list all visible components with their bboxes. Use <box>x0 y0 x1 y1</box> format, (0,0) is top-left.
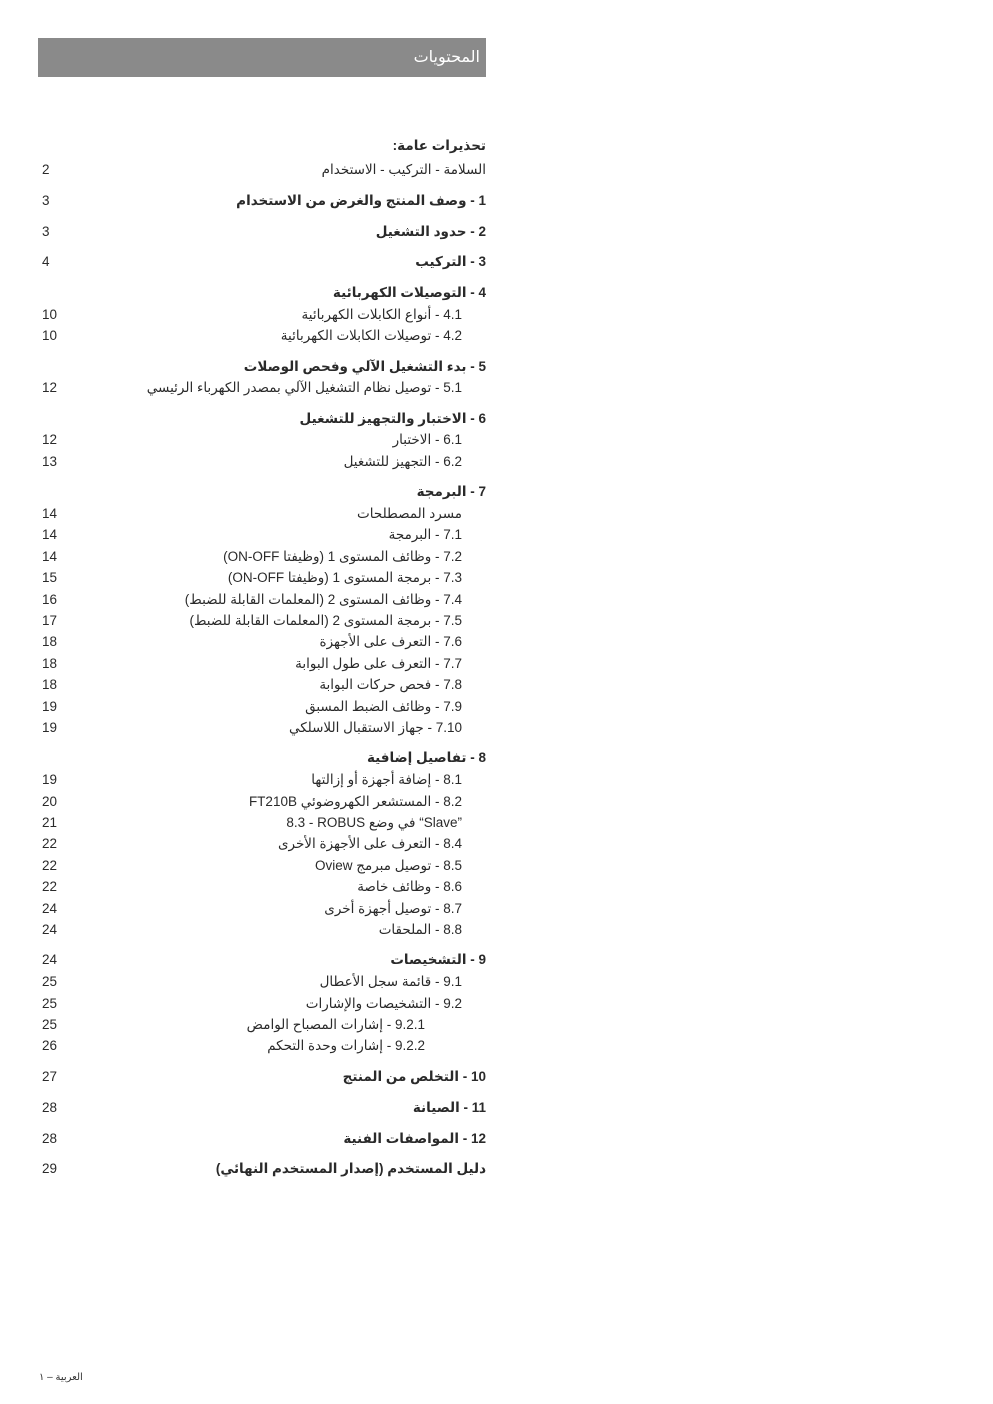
toc-entry-page-number: 28 <box>42 1131 58 1146</box>
toc-entry <box>0 1015 993 1035</box>
toc-entry-title: 7.8 - فحص حركات البوابة <box>319 677 462 692</box>
toc-entry <box>0 1159 993 1179</box>
toc-entry-title: 8.1 - إضافة أجهزة أو إزالتها <box>311 772 462 787</box>
toc-entry-page-number: 25 <box>42 996 58 1011</box>
toc-entry-page-number: 13 <box>42 454 58 469</box>
toc-entry-title: مسرد المصطلحات <box>357 506 462 521</box>
toc-entry <box>0 792 993 812</box>
toc-entry-page-number: 3 <box>42 193 50 208</box>
toc-entry-page-number: 14 <box>42 506 58 521</box>
toc-entry-page-number: 18 <box>42 677 58 692</box>
toc-entry <box>0 568 993 588</box>
toc-entry <box>0 305 993 325</box>
toc-entry-page-number: 24 <box>42 952 58 967</box>
toc-entry-page-number: 19 <box>42 772 58 787</box>
toc-entry <box>0 697 993 717</box>
toc-entry <box>0 222 993 242</box>
toc-entry <box>0 1067 993 1087</box>
toc-entry-title: 7.4 - وظائف المستوى 2 (المعلمات القابلة للضبط) <box>184 592 462 607</box>
toc-entry-page-number: 3 <box>42 224 50 239</box>
toc-entry-title: 7.5 - برمجة المستوى 2 (المعلمات القابلة للضبط) <box>189 613 462 628</box>
toc-entry-page-number: 20 <box>42 794 58 809</box>
toc-entry-title: 12 - المواصفات الفنية <box>343 1131 486 1146</box>
toc-entry-page-number: 26 <box>42 1038 58 1053</box>
toc-entry-title: 8.2 - المستشعر الكهروضوئي FT210B <box>248 794 462 809</box>
toc-entry <box>0 252 993 272</box>
toc-entry-title: 7 - البرمجة <box>416 484 486 499</box>
toc-entry-title: 8.4 - التعرف على الأجهزة الأخرى <box>277 836 462 851</box>
toc-entry <box>0 654 993 674</box>
toc-entry-title: 8 - تفاصيل إضافية <box>366 750 486 765</box>
toc-entry <box>0 504 993 524</box>
toc-entry <box>0 547 993 567</box>
page-footer: العربية – ١ <box>39 1372 83 1383</box>
toc-entry-page-number: 14 <box>42 549 58 564</box>
toc-entry <box>0 378 993 398</box>
toc-entry <box>0 590 993 610</box>
toc-entry-title: 9.2.1 - إشارات المصباح الوامض <box>246 1017 425 1032</box>
toc-entry <box>0 675 993 695</box>
toc-entry <box>0 994 993 1014</box>
toc-entry-page-number: 19 <box>42 720 58 735</box>
toc-entry-title: 8.6 - وظائف خاصة <box>357 879 462 894</box>
toc-entry-title: 7.6 - التعرف على الأجهزة <box>319 634 462 649</box>
toc-entry-page-number: 16 <box>42 592 58 607</box>
section-header-bar <box>38 38 486 77</box>
toc-entry-title: 7.9 - وظائف الضبط المسبق <box>305 699 462 714</box>
toc-entry-title: 9.1 - قائمة سجل الأعطال <box>319 974 462 989</box>
toc-entry-page-number: 21 <box>42 815 58 830</box>
toc-entry-page-number: 2 <box>42 162 50 177</box>
toc-entry-page-number: 18 <box>42 634 58 649</box>
toc-entry-title: 9 - التشخيصات <box>390 952 486 967</box>
toc-entry-page-number: 24 <box>42 922 58 937</box>
toc-entry-page-number: 19 <box>42 699 58 714</box>
toc-entry-title: 11 - الصيانة <box>412 1100 486 1115</box>
toc-entry-title: 5.1 - توصيل نظام التشغيل الآلي بمصدر الكهرباء الرئيسي <box>146 380 462 395</box>
toc-entry-page-number: 10 <box>42 328 58 343</box>
toc-entry <box>0 813 993 833</box>
toc-entry-title: 8.3 - ROBUS في وضع “Slave” <box>286 815 462 830</box>
toc-entry <box>0 191 993 211</box>
toc-entry <box>0 920 993 940</box>
toc-entry <box>0 632 993 652</box>
toc-entry-page-number: 4 <box>42 254 50 269</box>
toc-entry-page-number: 27 <box>42 1069 58 1084</box>
toc-entry-page-number: 17 <box>42 613 58 628</box>
page-title: المحتويات <box>413 49 480 66</box>
toc-entry-title: تحذيرات عامة: <box>392 138 486 153</box>
toc-entry-page-number: 15 <box>42 570 58 585</box>
toc-entry-page-number: 24 <box>42 901 58 916</box>
toc-entry <box>0 430 993 450</box>
toc-entry <box>0 834 993 854</box>
toc-entry <box>0 482 993 502</box>
toc-entry <box>0 718 993 738</box>
toc-entry <box>0 856 993 876</box>
toc-entry <box>0 357 993 377</box>
toc-entry-title: 4 - التوصيلات الكهربائية <box>332 285 486 300</box>
toc-entry-title: 9.2.2 - إشارات وحدة التحكم <box>267 1038 425 1053</box>
toc-entry-page-number: 22 <box>42 836 58 851</box>
toc-entry-title: 7.2 - وظائف المستوى 1 (وظيفتا ON-OFF) <box>223 549 462 564</box>
toc-entry <box>0 283 993 303</box>
toc-entry-page-number: 22 <box>42 858 58 873</box>
toc-entry-title: 8.8 - الملحقات <box>378 922 462 937</box>
toc-entry-title: 6.2 - التجهيز للتشغيل <box>343 454 462 469</box>
toc-entry-title: 7.3 - برمجة المستوى 1 (وظيفتا ON-OFF) <box>227 570 462 585</box>
toc-entry-title: 7.7 - التعرف على طول البوابة <box>295 656 462 671</box>
toc-entry-title: 6.1 - الاختبار <box>392 432 462 447</box>
toc-entry-title: 9.2 - التشخيصات والإشارات <box>305 996 462 1011</box>
toc-entry-title: دليل المستخدم (إصدار المستخدم النهائي) <box>215 1161 486 1176</box>
toc-entry <box>0 136 993 156</box>
toc-entry-title: 2 - حدود التشغيل <box>375 224 486 239</box>
toc-entry <box>0 877 993 897</box>
toc-entry-page-number: 12 <box>42 380 58 395</box>
toc-entry <box>0 1036 993 1056</box>
toc-entry-page-number: 29 <box>42 1161 58 1176</box>
toc-entry-page-number: 12 <box>42 432 58 447</box>
toc-entry <box>0 409 993 429</box>
toc-entry <box>0 950 993 970</box>
toc-entry <box>0 611 993 631</box>
toc-entry-title: السلامة - التركيب - الاستخدام <box>321 162 486 177</box>
toc-entry <box>0 452 993 472</box>
toc-entry-title: 4.1 - أنواع الكابلات الكهربائية <box>301 307 462 322</box>
toc-entry <box>0 1129 993 1149</box>
toc-entry-title: 7.10 - جهاز الاستقبال اللاسلكي <box>288 720 462 735</box>
toc-entry-title: 1 - وصف المنتج والغرض من الاستخدام <box>236 193 486 208</box>
toc-entry <box>0 160 993 180</box>
toc-entry-title: 5 - بدء التشغيل الآلي وفحص الوصلات <box>243 359 486 374</box>
toc-entry-title: 4.2 - توصيلات الكابلات الكهربائية <box>280 328 462 343</box>
toc-entry-title: 7.1 - البرمجة <box>388 527 462 542</box>
toc-entry-title: 3 - التركيب <box>415 254 486 269</box>
toc-entry <box>0 1098 993 1118</box>
toc-entry <box>0 525 993 545</box>
toc-entry-page-number: 25 <box>42 1017 58 1032</box>
toc-entry-title: 8.5 - توصيل مبرمج Oview <box>315 858 462 873</box>
toc-entry <box>0 899 993 919</box>
toc-entry-page-number: 14 <box>42 527 58 542</box>
toc-entry-title: 10 - التخلص من المنتج <box>342 1069 486 1084</box>
toc-entry <box>0 770 993 790</box>
toc-entry-page-number: 28 <box>42 1100 58 1115</box>
toc-entry-page-number: 25 <box>42 974 58 989</box>
toc-entry-page-number: 22 <box>42 879 58 894</box>
toc-entry-title: 6 - الاختبار والتجهيز للتشغيل <box>299 411 486 426</box>
toc-entry <box>0 748 993 768</box>
toc-entry-page-number: 18 <box>42 656 58 671</box>
toc-entry-page-number: 10 <box>42 307 58 322</box>
toc-entry-title: 8.7 - توصيل أجهزة أخرى <box>324 901 462 916</box>
toc-entry <box>0 972 993 992</box>
toc-entry <box>0 326 993 346</box>
